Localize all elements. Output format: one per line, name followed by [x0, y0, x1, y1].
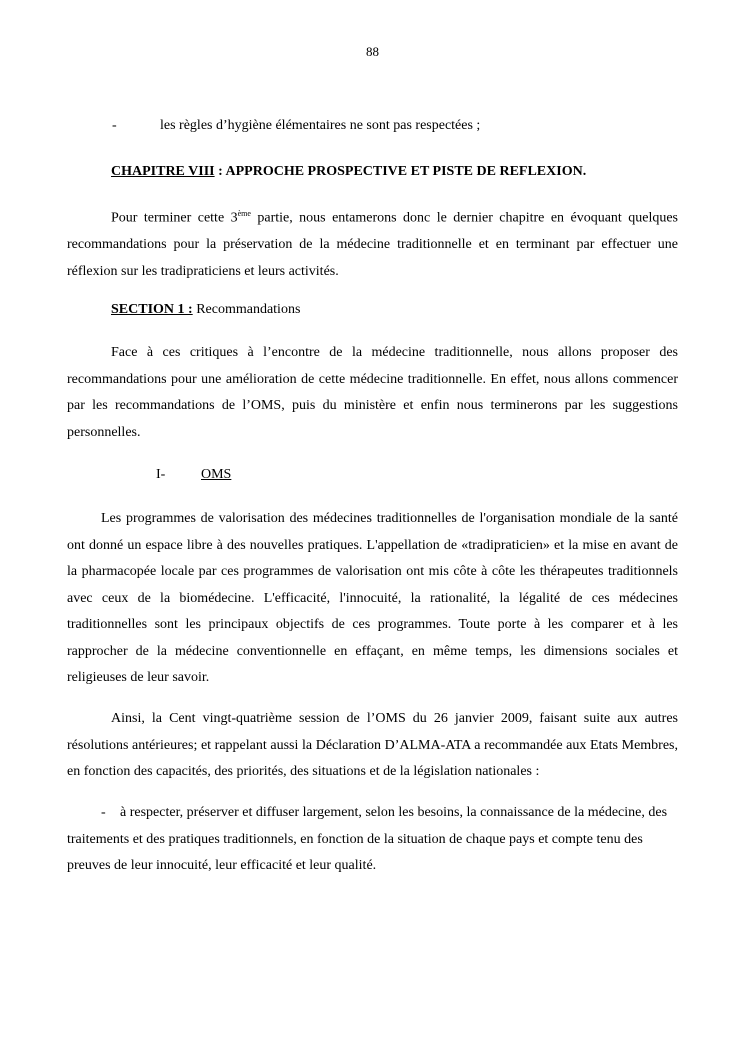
chapter-title: : APPROCHE PROSPECTIVE ET PISTE DE REFLEXION.: [214, 164, 587, 179]
section-label: SECTION 1 :: [111, 302, 193, 317]
chapter-label: CHAPITRE VIII: [111, 164, 215, 179]
paragraph-oms-session: Ainsi, la Cent vingt-quatrième session de l’OMS du 26 janvier 2009, faisant suite aux autres résolutions antérieures; et rappelant aussi la Déclaration D’ALMA-ATA a recommandée aux Etats Membres, en fonction des capacités, des priorités, des situations et de la législation nationales :: [67, 711, 678, 779]
bullet-bottom-text: à respecter, préserver et diffuser largement, selon les besoins, la connaissance de la médecine, des traitements et des pratiques traditionnels, en fonction de la situation de chaque pays et compte tenu des preuves de leur innocuité, leur efficacité et leur qualité.: [67, 805, 668, 873]
bullet-dash: -: [112, 118, 117, 133]
paragraph-intro-rest: partie, nous entamerons donc le dernier chapitre en évoquant quelques recommandations pour la préservation de la médecine traditionnelle et en terminant par effectuer une réflexion sur les tradipraticiens et leurs activités.: [67, 210, 678, 279]
paragraph-intro: [67, 201, 678, 285]
page-number: 88: [366, 44, 379, 59]
superscript: ème: [237, 209, 251, 218]
paragraph-intro-start: Pour terminer cette 3: [111, 210, 238, 226]
chapter-heading: [111, 164, 586, 180]
section-title: Recommandations: [192, 302, 301, 317]
subsection-title: OMS: [201, 467, 232, 482]
subsection-number: I-: [156, 467, 166, 482]
paragraph-oms-programs: Les programmes de valorisation des médecines traditionnelles de l'organisation mondiale de la santé ont donné un espace libre à des nouvelles pratiques. L'appellation de «tradipraticien» et la mise en avant de la pharmacopée locale par ces programmes de valorisation ont mis côte à côte les thérapeutes traditionnels avec ceux de la biomédecine. L'efficacité, l'innocuité, la rationalité, la légalité de ces médecines traditionnelles sont les principaux objectifs de ces programmes. Toute porte à les comparer et à les rapprocher de la médecine conventionnelle en effaçant, en même temps, les dimensions sociales et religieuses de leur savoir.: [67, 511, 678, 685]
section-heading: [111, 302, 300, 318]
bullet-bottom-dash: -: [101, 805, 106, 820]
bullet-text: les règles d’hygiène élémentaires ne sont pas respectées ;: [160, 118, 481, 133]
paragraph-recommendations: Face à ces critiques à l’encontre de la médecine traditionnelle, nous allons proposer des recommandations pour une amélioration de cette médecine traditionnelle. En effet, nous allons commencer par les recommandations de l’OMS, puis du ministère et enfin nous terminerons par les suggestions personnelles.: [67, 345, 678, 440]
